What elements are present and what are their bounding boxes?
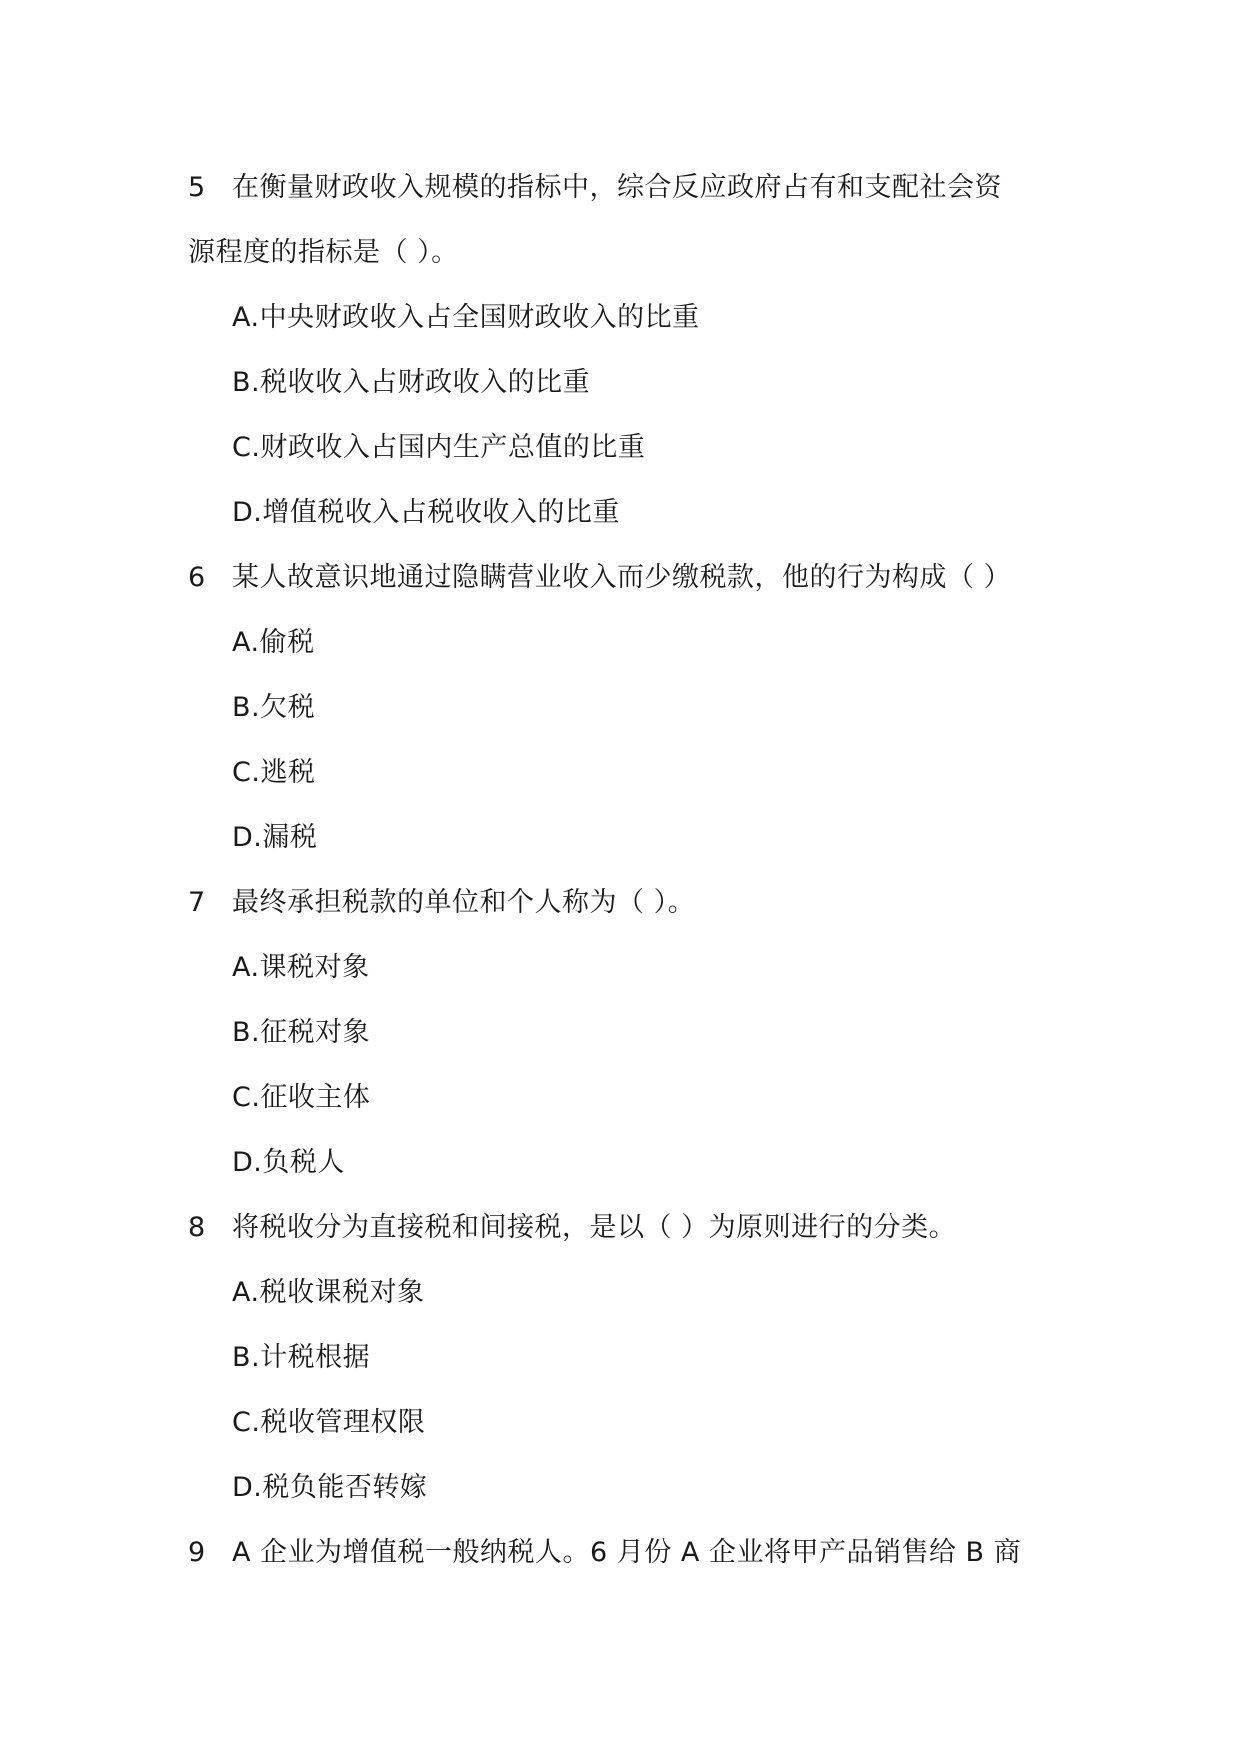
question-number: 9 [188,1537,206,1568]
question-8 [188,1208,956,1248]
option-c: C.逃税 [232,757,316,788]
option-c: C.税收管理权限 [232,1407,426,1438]
question-5-continued [188,233,459,273]
option-a: A.偷税 [232,627,315,658]
option-c: C.征收主体 [232,1082,371,1113]
option-b: B.欠税 [232,692,316,723]
question-9 [188,1533,1021,1573]
question-number: 7 [188,887,206,918]
question-number: 5 [188,172,206,203]
option-c: C.财政收入占国内生产总值的比重 [232,432,646,463]
question-text: 将税收分为直接税和间接税，是以（ ）为原则进行的分类。 [232,1212,957,1243]
question-number: 8 [188,1212,206,1243]
option-b: B.征税对象 [232,1017,371,1048]
option-d: D.漏税 [232,822,318,853]
option-d: D.增值税收入占税收收入的比重 [232,497,620,528]
question-text: 在衡量财政收入规模的指标中，综合反应政府占有和支配社会资 [232,172,1002,203]
option-b: B.计税根据 [232,1342,371,1373]
question-text-continued: 源程度的指标是（ ）。 [188,237,459,268]
question-7 [188,883,695,923]
question-text: 最终承担税款的单位和个人称为（ ）。 [232,887,696,918]
question-text: A 企业为增值税一般纳税人。6 月份 A 企业将甲产品销售给 B 商 [232,1537,1022,1568]
question-5 [188,168,1002,208]
option-b: B.税收收入占财政收入的比重 [232,367,591,398]
question-6 [188,558,1011,598]
option-d: D.负税人 [232,1147,345,1178]
question-number: 6 [188,562,206,593]
option-a: A.中央财政收入占全国财政收入的比重 [232,302,700,333]
option-d: D.税负能否转嫁 [232,1472,428,1503]
question-text: 某人故意识地通过隐瞒营业收入而少缴税款，他的行为构成（ ） [232,562,1012,593]
option-a: A.税收课税对象 [232,1277,425,1308]
option-a: A.课税对象 [232,952,370,983]
